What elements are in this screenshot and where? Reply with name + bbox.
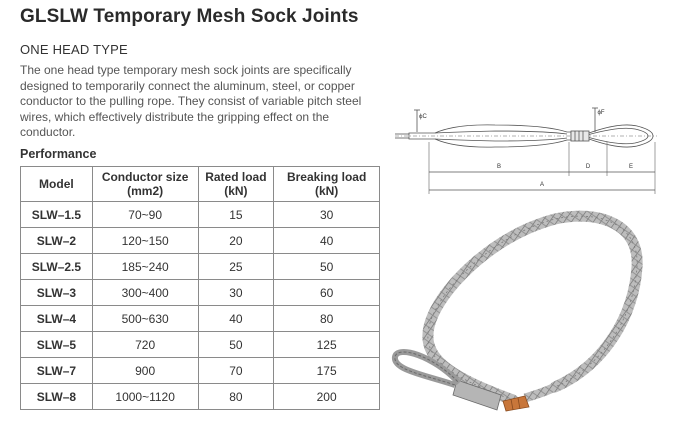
dim-label-d: D: [585, 164, 591, 170]
conductor-size-cell: 185~240: [92, 254, 198, 280]
model-cell: SLW–2.5: [21, 254, 93, 280]
rated-load-cell: 80: [198, 384, 274, 410]
breaking-load-cell: 125: [274, 332, 380, 358]
rated-load-cell: 70: [198, 358, 274, 384]
table-row: [21, 202, 380, 228]
breaking-load-cell: 80: [274, 306, 380, 332]
header-rated-load: Rated load (kN): [198, 167, 274, 202]
breaking-load-cell: 200: [274, 384, 380, 410]
performance-heading: Performance: [20, 147, 97, 161]
header-conductor-size: Conductor size (mm2): [92, 167, 198, 202]
model-cell: SLW–1.5: [21, 202, 93, 228]
mesh-sock-body: [428, 216, 637, 400]
table-row: [21, 306, 380, 332]
product-description: The one head type temporary mesh sock joints are specifically designed to temporarily connect the aluminum, steel, or copper conductor to the pulling rope. They consist of variable pitch steel wires, which effectively distribute the gripping effect on the conductor.: [20, 63, 362, 139]
model-cell: SLW–4: [21, 306, 93, 332]
conductor-size-cell: 120~150: [92, 228, 198, 254]
model-cell: SLW–3: [21, 280, 93, 306]
conductor-size-cell: 1000~1120: [92, 384, 198, 410]
rated-load-cell: 40: [198, 306, 274, 332]
mesh-sock-photo: [385, 205, 665, 430]
table-row: [21, 358, 380, 384]
table-row: [21, 228, 380, 254]
page-title: GLSLW Temporary Mesh Sock Joints: [20, 6, 359, 27]
table-row: [21, 384, 380, 410]
conductor-size-cell: 70~90: [92, 202, 198, 228]
model-cell: SLW–5: [21, 332, 93, 358]
table-row: [21, 280, 380, 306]
conductor-size-cell: 300~400: [92, 280, 198, 306]
dim-label-e: E: [628, 164, 634, 170]
header-model: Model: [21, 167, 93, 202]
dim-label-c: ϕC: [419, 114, 427, 120]
dim-label-f: ϕF: [597, 110, 605, 116]
table-row: [21, 332, 380, 358]
header-breaking-load: Breaking load (kN): [274, 167, 380, 202]
rated-load-cell: 30: [198, 280, 274, 306]
conductor-size-cell: 500~630: [92, 306, 198, 332]
dimension-drawing: [395, 96, 665, 196]
dim-label-a: A: [539, 182, 545, 188]
rated-load-cell: 15: [198, 202, 274, 228]
model-cell: SLW–7: [21, 358, 93, 384]
breaking-load-cell: 40: [274, 228, 380, 254]
breaking-load-cell: 60: [274, 280, 380, 306]
rated-load-cell: 25: [198, 254, 274, 280]
conductor-size-cell: 720: [92, 332, 198, 358]
model-cell: SLW–8: [21, 384, 93, 410]
performance-table: [20, 166, 380, 410]
breaking-load-cell: 175: [274, 358, 380, 384]
conductor-size-cell: 900: [92, 358, 198, 384]
table-row: [21, 254, 380, 280]
section-subtitle: ONE HEAD TYPE: [20, 42, 128, 57]
rated-load-cell: 50: [198, 332, 274, 358]
breaking-load-cell: 30: [274, 202, 380, 228]
model-cell: SLW–2: [21, 228, 93, 254]
breaking-load-cell: 50: [274, 254, 380, 280]
rated-load-cell: 20: [198, 228, 274, 254]
table-header-row: [21, 167, 380, 202]
dim-label-b: B: [496, 164, 502, 170]
